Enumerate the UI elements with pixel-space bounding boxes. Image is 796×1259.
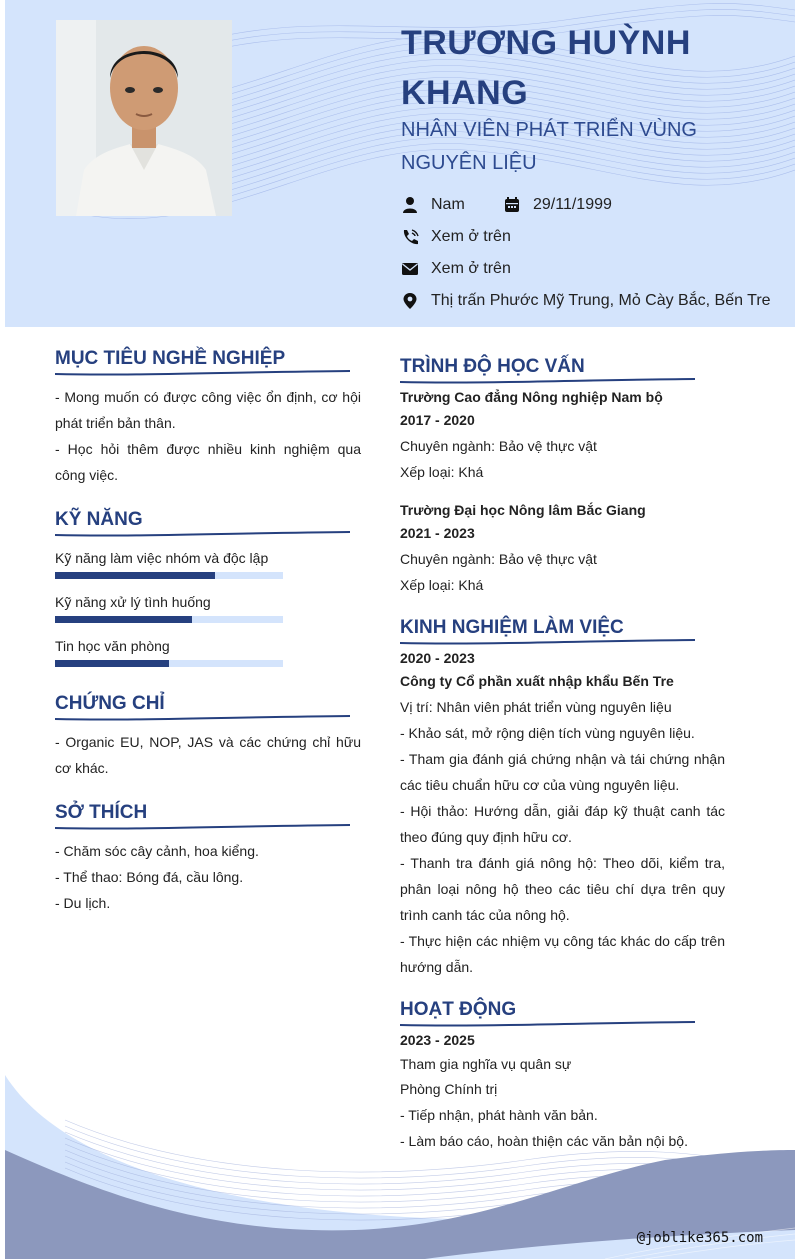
profile-photo [56,20,232,216]
experience-position: Vị trí: Nhân viên phát triển vùng nguyên liệu [400,699,672,715]
skills-underline [55,530,350,538]
objective-line: - Học hỏi thêm được nhiều kinh nghiệm qua công việc. [55,441,361,483]
hobbies-title: SỞ THÍCH [55,802,148,823]
education-major: Chuyên ngành: Bảo vệ thực vật [400,438,597,454]
activity-line: - Làm báo cáo, hoàn thiện các văn bản nội bộ. [400,1133,688,1149]
address-value: Thị trấn Phước Mỹ Trung, Mỏ Cày Bắc, Bến Tre [431,292,771,309]
experience-years: 2020 - 2023 [400,650,475,666]
skill-bar [55,572,283,579]
education-years: 2021 - 2023 [400,525,475,541]
education-underline [400,377,695,385]
candidate-job-title: NHÂN VIÊN PHÁT TRIỂN VÙNG NGUYÊN LIỆU [401,119,697,174]
activities-underline [400,1020,695,1028]
location-pin-icon [401,292,419,310]
activity-line: - Tiếp nhận, phát hành văn bản. [400,1107,598,1123]
hobbies-underline [55,823,350,831]
user-icon [401,196,419,214]
hobby-line: - Thể thao: Bóng đá, cầu lông. [55,869,244,885]
objective-title: MỤC TIÊU NGHỀ NGHIỆP [55,348,286,369]
experience-task: - Khảo sát, mở rộng diện tích vùng nguyên liệu. [400,725,695,741]
skill-label: Tin học văn phòng [55,638,170,654]
certificates-underline [55,714,350,722]
gender-row [401,194,501,216]
hobby-line: - Chăm sóc cây cảnh, hoa kiểng. [55,843,259,859]
education-title: TRÌNH ĐỘ HỌC VẤN [400,356,585,377]
skill-label: Kỹ năng làm việc nhóm và độc lập [55,550,269,566]
education-grade: Xếp loại: Khá [400,464,484,480]
activities-title: HOẠT ĐỘNG [400,999,517,1020]
envelope-icon [401,260,419,278]
education-school: Trường Cao đẳng Nông nghiệp Nam bộ [400,389,663,405]
activity-line: Phòng Chính trị [400,1081,498,1097]
experience-company: Công ty Cổ phần xuất nhập khẩu Bến Tre [400,673,674,689]
skill-bar [55,616,283,623]
site-watermark: @joblike365.com [636,1230,763,1246]
gender-value: Nam [431,196,465,213]
phone-icon [401,228,419,246]
email-row [401,258,601,280]
objective-underline [55,369,350,377]
birthday-row [503,194,643,216]
candidate-name: TRƯƠNG HUỲNH KHANG [401,24,691,112]
experience-task: - Thanh tra đánh giá nông hộ: Theo dõi, kiểm tra, phân loại nông hộ theo các tiêu chí dựa trên quy trình canh tác của nông hộ. [400,855,725,923]
cv-page [5,0,795,1259]
skill-bar-fill [55,572,215,579]
activities-years: 2023 - 2025 [400,1032,475,1048]
activity-line: Tham gia nghĩa vụ quân sự [400,1056,572,1072]
address-row [401,290,781,312]
skill-bar [55,660,283,667]
skill-label: Kỹ năng xử lý tình huống [55,594,211,610]
skill-bar-fill [55,660,169,667]
email-value: Xem ở trên [431,260,511,277]
birthday-value: 29/11/1999 [533,196,612,213]
phone-row [401,226,601,248]
experience-underline [400,638,695,646]
education-years: 2017 - 2020 [400,412,475,428]
skills-title: KỸ NĂNG [55,509,143,530]
certificate-line: - Organic EU, NOP, JAS và các chứng chỉ hữu cơ khác. [55,734,361,776]
certificates-title: CHỨNG CHỈ [55,693,165,714]
objective-line: - Mong muốn có được công việc ổn định, cơ hội phát triển bản thân. [55,389,361,431]
experience-task: - Hội thảo: Hướng dẫn, giải đáp kỹ thuật canh tác theo đúng quy định hữu cơ. [400,803,725,845]
education-school: Trường Đại học Nông lâm Bắc Giang [400,502,646,518]
education-grade: Xếp loại: Khá [400,577,484,593]
phone-value: Xem ở trên [431,228,511,245]
person-photo-illustration [56,20,232,216]
experience-task: - Thực hiện các nhiệm vụ công tác khác do cấp trên hướng dẫn. [400,933,725,975]
experience-task: - Tham gia đánh giá chứng nhận và tái chứng nhận các tiêu chuẩn hữu cơ của vùng nguyên liệu. [400,751,725,793]
hobby-line: - Du lịch. [55,895,111,911]
skill-bar-fill [55,616,192,623]
experience-title: KINH NGHIỆM LÀM VIỆC [400,617,624,638]
education-major: Chuyên ngành: Bảo vệ thực vật [400,551,597,567]
calendar-icon [503,196,521,214]
